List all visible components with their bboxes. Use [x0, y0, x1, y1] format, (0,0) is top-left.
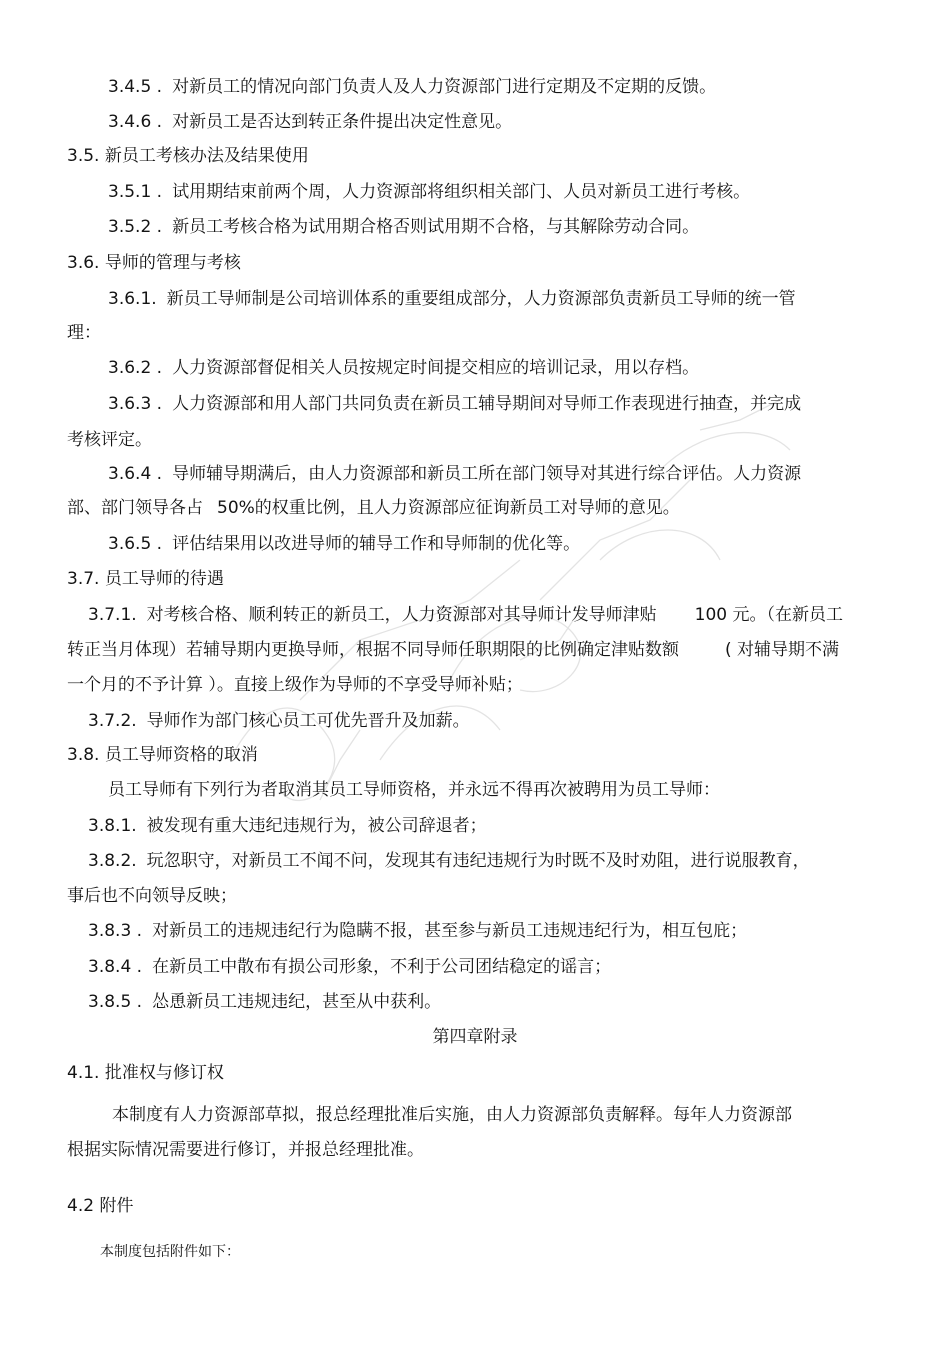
item-3-8-5 — [0, 991, 950, 1013]
item-number: 3.5.1 . — [108, 182, 163, 202]
item-number: 3.7.1. — [88, 605, 137, 625]
item-text: 导师辅导期满后，由人力资源部和新员工所在部门领导对其进行综合评估。人力资源 — [172, 464, 802, 484]
item-3-8-4 — [0, 956, 950, 978]
item-text: 新员工考核合格为试用期合格否则试用期不合格，与其解除劳动合同。 — [172, 217, 700, 237]
item-3-4-5 — [0, 76, 950, 98]
item-number: 3.6.4 . — [108, 464, 163, 484]
item-3-6-3 — [0, 393, 950, 415]
item-text: 在新员工中散布有损公司形象，不利于公司团结稳定的谣言； — [152, 957, 612, 977]
item-number: 3.4.5 . — [108, 77, 163, 97]
item-text: 被发现有重大违纪违规行为，被公司辞退者； — [146, 816, 487, 836]
item-text: 转正当月体现）若辅导期内更换导师，根据不同导师任职期限的比例确定津贴数额 — [67, 640, 679, 660]
item-3-4-6 — [0, 111, 950, 133]
item-text: 玩忽职守，对新员工不闻不问，发现其有违纪违规行为时既不及时劝阻，进行说服教育， — [146, 851, 810, 871]
item-text: 试用期结束前两个周，人力资源部将组织相关部门、人员对新员工进行考核。 — [172, 182, 751, 202]
item-number: 3.6.2 . — [108, 358, 163, 378]
item-3-6-2 — [0, 357, 950, 379]
section-heading-3-8: 3.8. 员工导师资格的取消 — [67, 745, 258, 765]
item-number: 3.6.3 . — [108, 394, 163, 414]
item-text: 新员工导师制是公司培训体系的重要组成部分，人力资源部负责新员工导师的统一管 — [166, 289, 796, 309]
item-3-8-3 — [0, 920, 950, 942]
text-segment: 的权重比例，且人力资源部应征询新员工对导师的意见。 — [254, 498, 680, 518]
item-3-6-1-continuation: 理： — [67, 323, 101, 343]
item-3-7-1-continuation — [0, 639, 950, 661]
item-3-6-1 — [0, 288, 950, 310]
item-number: 3.8.4 . — [88, 957, 143, 977]
item-number: 3.8.5 . — [88, 992, 143, 1012]
item-number: 3.8.2. — [88, 851, 137, 871]
item-text: 对新员工的违规违纪行为隐瞒不报，甚至参与新员工违规违纪行为，相互包庇； — [152, 921, 748, 941]
item-3-7-2 — [0, 710, 950, 732]
section-4-1-text: 本制度有人力资源部草拟，报总经理批准后实施，由人力资源部负责解释。每年人力资源部 — [112, 1105, 792, 1125]
item-number: 3.6.1. — [108, 289, 157, 309]
item-text: 评估结果用以改进导师的辅导工作和导师制的优化等。 — [172, 534, 581, 554]
item-3-6-5 — [0, 533, 950, 555]
item-3-5-1 — [0, 181, 950, 203]
item-text: 人力资源部督促相关人员按规定时间提交相应的培训记录，用以存档。 — [172, 358, 700, 378]
item-3-8-1 — [0, 815, 950, 837]
item-text: 对新员工的情况向部门负责人及人力资源部门进行定期及不定期的反馈。 — [172, 77, 717, 97]
item-3-7-1 — [0, 604, 950, 626]
item-3-6-4 — [0, 463, 950, 485]
item-number: 3.6.5 . — [108, 534, 163, 554]
chapter-title: 第四章附录 — [432, 1027, 518, 1047]
section-heading-3-7: 3.7. 员工导师的待遇 — [67, 569, 224, 589]
item-3-7-1-continuation-2: 一个月的不予计算 ）。直接上级作为导师的不享受导师补贴； — [67, 675, 523, 695]
item-number: 3.8.1. — [88, 816, 137, 836]
item-text: 导师作为部门核心员工可优先晋升及加薪。 — [146, 711, 470, 731]
item-text: 人力资源部和用人部门共同负责在新员工辅导期间对导师工作表现进行抽查，并完成 — [172, 394, 802, 414]
item-number: 3.8.3 . — [88, 921, 143, 941]
item-number: 3.5.2 . — [108, 217, 163, 237]
percentage-value: 50% — [217, 498, 255, 518]
section-4-1-continuation: 根据实际情况需要进行修订，并报总经理批准。 — [67, 1140, 424, 1160]
item-number: 3.4.6 . — [108, 112, 163, 132]
item-text: 对考核合格、顺利转正的新员工，人力资源部对其导师计发导师津贴 — [146, 605, 657, 625]
item-number: 3.7.2. — [88, 711, 137, 731]
item-3-6-4-continuation — [0, 497, 950, 519]
item-3-5-2 — [0, 216, 950, 238]
item-3-8-2 — [0, 850, 950, 872]
item-3-8-2-continuation: 事后也不向领导反映； — [67, 886, 237, 906]
section-3-8-intro: 员工导师有下列行为者取消其员工导师资格，并永远不得再次被聘用为员工导师： — [108, 780, 720, 800]
item-3-6-3-continuation: 考核评定。 — [67, 430, 152, 450]
section-4-2-text: 本制度包括附件如下： — [100, 1244, 240, 1260]
section-heading-3-5: 3.5. 新员工考核办法及结果使用 — [67, 146, 309, 166]
section-heading-4-2: 4.2 附件 — [67, 1196, 134, 1216]
text-segment: 部、部门领导各占 — [67, 498, 203, 518]
item-text: 100 元。（在新员工 — [694, 605, 844, 625]
item-text: 对新员工是否达到转正条件提出决定性意见。 — [172, 112, 513, 132]
section-heading-3-6: 3.6. 导师的管理与考核 — [67, 253, 241, 273]
item-text: ( 对辅导期不满 — [725, 640, 840, 660]
item-text: 怂恿新员工违规违纪，甚至从中获利。 — [152, 992, 442, 1012]
section-heading-4-1: 4.1. 批准权与修订权 — [67, 1063, 224, 1083]
